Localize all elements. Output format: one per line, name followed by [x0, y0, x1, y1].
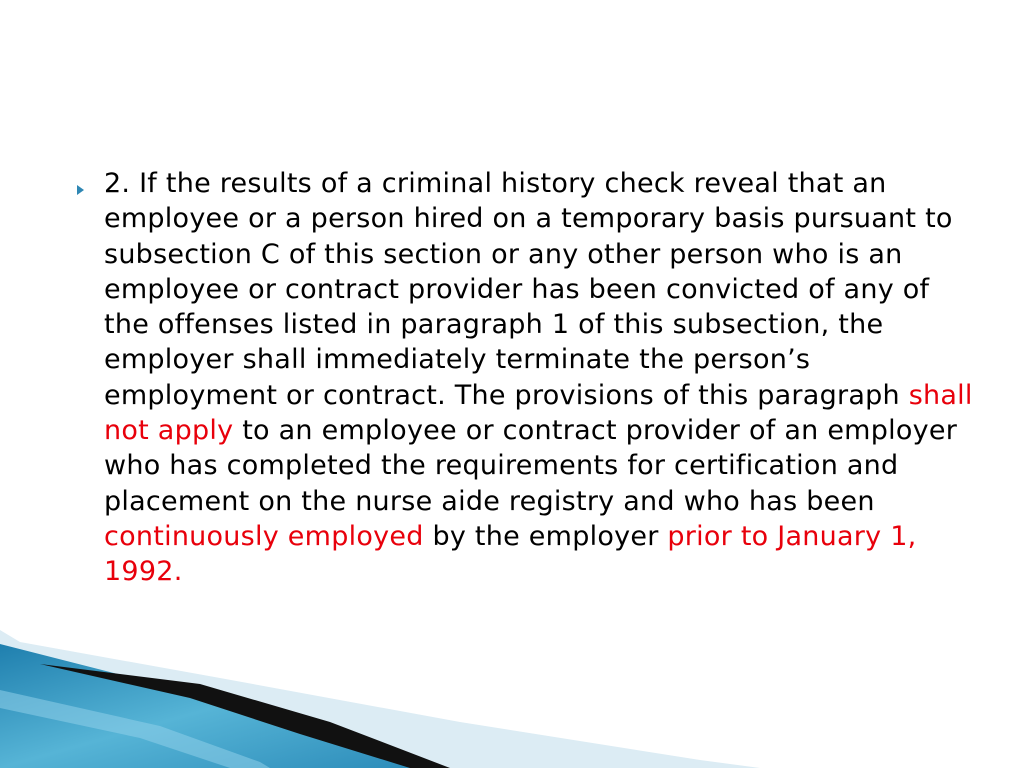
text-segment: 2. If the results of a criminal history check reveal that an employee or a person hired on a temporary basis pursuant to subsection C of this section or any other person who is an employee or contract provider has been convicted of any of the offenses listed in paragraph 1 of this subsection, the employer shall immediately terminate the person’s employment or contract. The provisions of this paragraph: [104, 168, 953, 411]
text-segment: to an employee or contract provider of an employer who has completed the requirements for certification and placement on the nurse aide registry and who has been: [104, 415, 958, 517]
decorative-wave: [0, 630, 1024, 768]
highlight-shall-not-apply: shall not apply: [104, 379, 973, 447]
bullet-item: [76, 166, 976, 590]
highlight-date: prior to January 1, 1992.: [104, 520, 917, 588]
highlight-continuously-employed: continuously employed: [104, 520, 424, 552]
bullet-text: [104, 166, 976, 590]
triangle-right-icon: [76, 166, 104, 200]
text-segment: by the employer: [423, 520, 668, 552]
slide-content: [76, 166, 976, 590]
